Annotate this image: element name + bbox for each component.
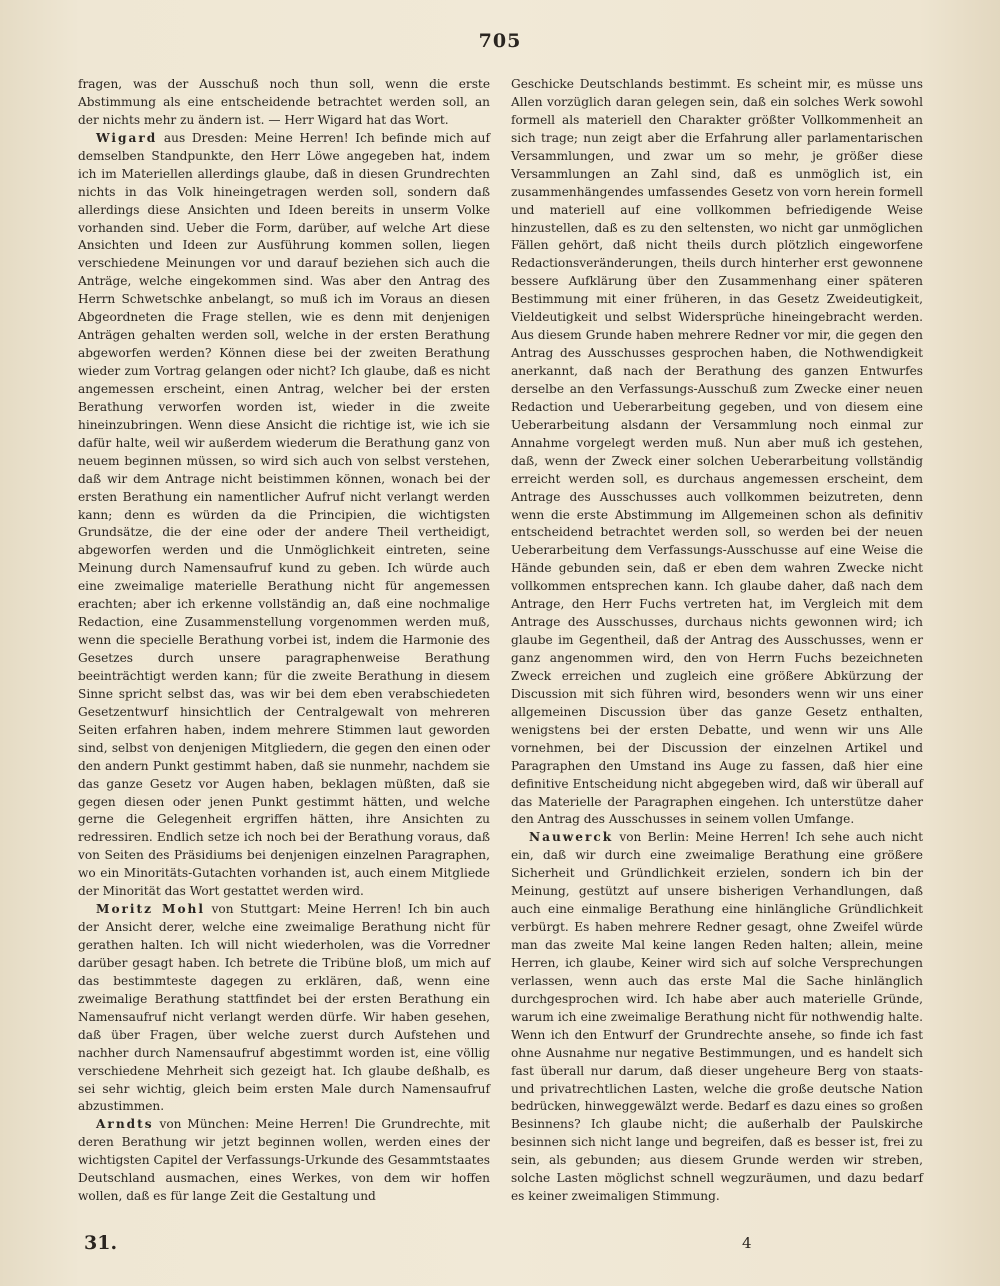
page-number: 705 [478,30,522,52]
signature-mark: 31. [84,1232,118,1254]
speaker-name: Wigard [96,130,158,145]
speech-text: von Stuttgart: Meine Herren! Ich bin auch der Ansicht derer, welche eine zweimalige Berathung nicht für gerathen halten. Ich will nicht wiederholen, was die Vorredner darüber gesagt haben. Ich betrete die Tribüne bloß, um mich auf das bestimmteste dagegen zu erklären, daß, wenn eine zweimalige Berathung stattfindet bei der ersten Berathung ein Namensaufruf nicht verlangt werden dürfe. Wir haben gesehen, daß über Fragen, über welche zuerst durch Aufstehen und nachher durch Namensaufruf abgestimmt worden ist, eine völlig verschiedene Mehrheit sich gezeigt hat. Ich glaube deßhalb, es sei sehr wichtig, gleich beim ersten Male durch Namensaufruf abzustimmen. [78,902,490,1114]
sheet-mark: 4 [742,1234,752,1252]
speech-moritz-mohl [78,901,490,1116]
speaker-name: Moritz Mohl [96,902,205,917]
paragraph-continuation [511,76,923,829]
paragraph-text: Geschicke Deutschlands bestimmt. Es scheint mir, es müsse uns Allen vorzüglich daran gelegen sein, daß ein solches Werk sowohl formell als materiell den Charakter größter Vollkommenheit an sich trage; nun zeigt aber die Erfahrung aller parlamentarischen Versammlungen, und zwar um so mehr, je größer diese Versammlungen an Zahl sind, daß es unmöglich ist, ein zusammenhängendes umfassendes Gesetz von vorn herein formell und materiell auf eine vollkommen befriedigende Weise hinzustellen, daß es zu den seltensten, wo nicht gar unmöglichen Fällen gehört, daß nicht theils durch plötzlich eingeworfene Redactionsveränderungen, theils durch hinterher erst gewonnene bessere Aufklärung über den Zusammenhang einer späteren Bestimmung mit einer früheren, in das Gesetz Zweideutigkeit, Vieldeutigkeit und selbst Widersprüche hineingebracht werden. Aus diesem Grunde haben mehrere Redner vor mir, die gegen den Antrag des Ausschusses gesprochen haben, die Nothwendigkeit anerkannt, daß nach der Berathung des ganzen Entwurfes derselbe an den Verfassungs-Ausschuß zum Zwecke einer neuen Redaction und Ueberarbeitung gegeben, und von diesem eine Ueberarbeitung alsdann der Versammlung noch einmal zur Annahme vorgelegt werden muß. Nun aber muß ich gestehen, daß, wenn der Zweck einer solchen Ueberarbeitung vollständig erreicht werden soll, es durchaus angemessen erscheint, dem Antrage des Ausschusses auch vollkommen beizutreten, denn wenn die erste Abstimmung im Allgemeinen schon als definitiv entscheidend betrachtet werden soll, so werden bei der neuen Ueberarbeitung dem Verfassungs-Ausschusse auf eine Weise die Hände gebunden sein, daß er eben dem wahren Zwecke nicht vollkommen entsprechen kann. Ich glaube daher, daß nach dem Antrage, den Herr Fuchs vertreten hat, im Vergleich mit dem Antrage des Ausschusses, durchaus nichts gewonnen wird; ich glaube im Gegentheil, daß der Antrag des Ausschusses, wenn er ganz angenommen wird, den von Herrn Fuchs bezeichneten Zweck erreichen und zugleich eine größere Abkürzung der Discussion mit sich führen wird, besonders wenn wir uns einer allgemeinen Discussion über das ganze Gesetz enthalten, wenigstens bei der ersten Debatte, und wenn wir uns Alle vornehmen, bei der Discussion der einzelnen Artikel und Paragraphen den Umstand ins Auge zu fassen, daß hier eine definitive Entscheidung nicht abgegeben wird, daß wir überall auf das Materielle der Paragraphen eingehen. Ich unterstütze daher den Antrag des Ausschusses in seinem vollen Umfange. [511,77,923,827]
left-column [78,76,490,1206]
speech-nauwerck [511,829,923,1206]
speech-text: von Berlin: Meine Herren! Ich sehe auch nicht ein, daß wir durch eine zweimalige Berathung eine größere Sicherheit und Gründlichkeit erzielen, sondern ich bin der Meinung, gestützt auf unsere bisherigen Verhandlungen, daß auch eine einmalige Berathung eine hinlängliche Gründlichkeit verbürgt. Es haben mehrere Redner gesagt, ohne Zweifel würde man das zweite Mal keine langen Reden halten; allein, meine Herren, ich glaube, Keiner wird sich auf solche Versprechungen verlassen, wenn auch das erste Mal die Sache hinlänglich durchgesprochen wird. Ich habe aber auch materielle Gründe, warum ich eine zweimalige Berathung nicht für nothwendig halte. Wenn ich den Entwurf der Grundrechte ansehe, so finde ich fast ohne Ausnahme nur negative Bestimmungen, und es handelt sich fast überall nur darum, daß dieser ungeheure Berg von staats- und privatrechtlichen Lasten, welche die große deutsche Nation bedrücken, hinweggewälzt werde. Bedarf es dazu eines so großen Besinnens? Ich glaube nicht; die außerhalb der Paulskirche besinnen sich nicht lange und begreifen, daß es besser ist, frei zu sein, als gebunden; aus diesem Grunde werden wir streben, solche Lasten möglichst schnell wegzuräumen, und dazu bedarf es keiner zweimaligen Stimmung. [511,830,923,1204]
speaker-name: Nauwerck [529,830,614,845]
speech-wigard [78,130,490,901]
speech-arndts [78,1116,490,1206]
paragraph-text: fragen, was der Ausschuß noch thun soll, wenn die erste Abstimmung als eine entscheidende betrachtet werden soll, an der nichts mehr zu ändern ist. — Herr Wigard hat das Wort. [78,77,490,127]
speech-text: aus Dresden: Meine Herren! Ich befinde mich auf demselben Standpunkte, den Herr Löwe angegeben hat, indem ich im Materiellen allerdings glaube, daß in diesen Grundrechten nichts in das Volk hineingetragen werden soll, sondern daß allerdings diese Ansichten und Ideen bereits in unserm Volke vorhanden sind. Ueber die Form, darüber, auf welche Art diese Ansichten und Ideen zur Ausführung kommen sollen, liegen verschiedene Meinungen vor und darauf beziehen sich auch die Anträge, welche eingekommen sind. Was aber den Antrag des Herrn Schwetschke anbelangt, so muß ich im Voraus an diesen Abgeordneten die Frage stellen, wie es denn mit denjenigen Anträgen gehalten werden soll, welche in der ersten Berathung abgeworfen werden? Können diese bei der zweiten Berathung wieder zum Vortrag gelangen oder nicht? Ich glaube, daß es nicht angemessen erscheint, einen Antrag, welcher bei der ersten Berathung verworfen worden ist, wieder in die zweite hineinzubringen. Wenn diese Ansicht die richtige ist, wie ich sie dafür halte, weil wir außerdem wiederum die Berathung ganz von neuem beginnen müssen, so wird sich auch von selbst verstehen, daß wir dem Antrage nicht beistimmen können, wonach bei der ersten Berathung ein namentlicher Aufruf nicht verlangt werden kann; denn es würden da die Principien, die wichtigsten Grundsätze, die der eine oder der andere Theil vertheidigt, abgeworfen werden und die Unmöglichkeit eintreten, seine Meinung durch Namensaufruf kund zu geben. Ich würde auch eine zweimalige materielle Berathung nicht für angemessen erachten; aber ich erkenne vollständig an, daß eine nochmalige Redaction, eine Zusammenstellung vorgenommen werden muß, wenn die specielle Berathung vorbei ist, indem die Harmonie des Gesetzes durch unsere paragraphenweise Berathung beeinträchtigt werden kann; für die zweite Berathung in diesem Sinne spricht selbst das, was wir bei dem eben verabschiedeten Gesetzentwurf hinsichtlich der Centralgewalt von mehreren Seiten erfahren haben, indem mehrere Stimmen laut geworden sind, selbst von denjenigen Mitgliedern, die gegen den einen oder den andern Punkt gestimmt haben, daß sie nunmehr, nachdem sie das ganze Gesetz vor Augen haben, beklagen müßten, daß sie gegen diesen oder jenen Punkt gestimmt hätten, und welche gerne die Gelegenheit ergriffen hätten, ihre Ansichten zu redressiren. Endlich setze ich noch bei der Berathung voraus, daß von Seiten des Präsidiums bei denjenigen einzelnen Paragraphen, wo ein Minoritäts-Gutachten vorhanden ist, auch einem Mitgliede der Minorität das Wort gestattet werden wird. [78,130,490,899]
right-column [511,76,923,1206]
paragraph-continuation [78,76,490,130]
speaker-name: Arndts [96,1117,154,1132]
speech-text: von München: Meine Herren! Die Grundrechte, mit deren Berathung wir jetzt beginnen wollen, werden eines der wichtigsten Capitel der Verfassungs-Urkunde des Gesammtstaates Deutschland ausmachen, eines Werkes, von dem wir hoffen wollen, daß es für lange Zeit die Gestaltung und [78,1117,490,1204]
